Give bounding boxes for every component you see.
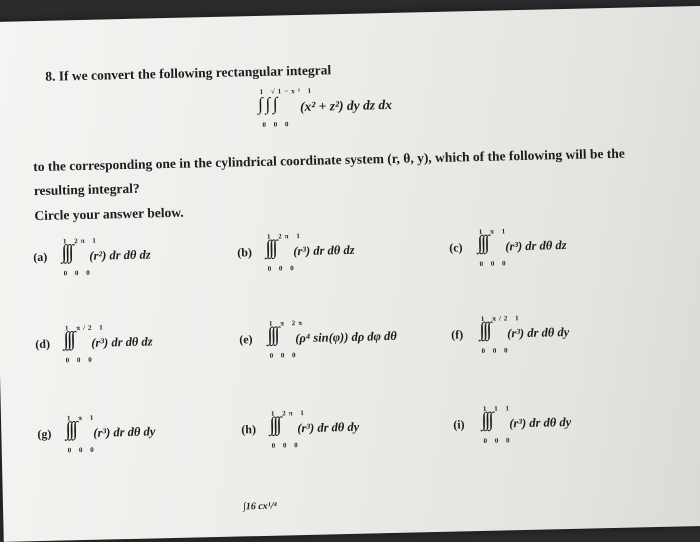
- instruction-text: Circle your answer below.: [34, 204, 184, 224]
- option-integral-signs: ∫∫∫: [478, 318, 490, 342]
- option-upper-limits: 1 π/2 1: [64, 323, 106, 333]
- option-label: (f): [451, 327, 464, 342]
- given-integral-integrand: (x² + z²) dy dz dx: [299, 96, 393, 115]
- option-upper-limits: 1 π 1: [478, 227, 509, 237]
- option-integral-signs: ∫∫∫: [65, 418, 76, 441]
- option-label: (g): [37, 426, 52, 442]
- given-integral-upper-limits: 1 √1−x² 1: [259, 86, 315, 96]
- option-label: (i): [453, 417, 465, 432]
- option-label: (c): [449, 240, 463, 255]
- option-label: (b): [237, 245, 253, 260]
- option-integral-signs: ∫∫∫: [480, 408, 492, 432]
- option-integrand: (r³) dr dθ dy: [507, 324, 570, 341]
- option-lower-limits: 0 0 0: [63, 268, 93, 278]
- option-label: (e): [239, 332, 253, 347]
- option-upper-limits: 1 1 1: [482, 404, 512, 413]
- option-upper-limits: 1 2π 1: [270, 408, 307, 418]
- footer-fragment: ∫16 cx¹/⁴: [242, 500, 278, 513]
- given-integral-lower-limits: 0 0 0: [262, 120, 292, 129]
- option-label: (h): [241, 422, 257, 437]
- option-integral-signs: ∫∫∫: [62, 328, 74, 351]
- question-body-line1: to the corresponding one in the cylindrical coordinate system (r, θ, y), which of the following will be the: [33, 145, 625, 175]
- option-integrand: (ρ⁴ sin(φ)) dρ dφ dθ: [295, 328, 397, 346]
- option-lower-limits: 0 0 0: [65, 355, 95, 365]
- option-integrand: (r³) dr dθ dz: [505, 238, 567, 254]
- question-header: [45, 62, 331, 84]
- option-integral-signs: ∫∫∫: [60, 241, 72, 264]
- option-lower-limits: 0 0 0: [481, 346, 511, 355]
- option-integrand: (r³) dr dθ dy: [509, 414, 572, 431]
- option-upper-limits: 1 2π 1: [266, 232, 303, 241]
- option-lower-limits: 0 0 0: [267, 264, 297, 273]
- option-integrand: (r³) dr dθ dy: [297, 419, 360, 436]
- option-lower-limits: 0 0 0: [271, 441, 301, 450]
- question-number: 8.: [45, 68, 56, 84]
- option-integral-signs: ∫∫∫: [266, 323, 278, 346]
- option-integrand: (r³) dr dθ dy: [93, 424, 156, 440]
- option-upper-limits: 1 π/2 1: [480, 314, 522, 323]
- option-lower-limits: 0 0 0: [67, 445, 97, 455]
- option-integrand: (r³) dr dθ dz: [293, 242, 355, 259]
- option-integrand: (r³) dr dθ dz: [91, 334, 153, 350]
- option-upper-limits: 1 2π 1: [62, 236, 99, 246]
- question-body-line2: resulting integral?: [33, 180, 140, 199]
- option-integral-signs: ∫∫∫: [268, 413, 280, 436]
- option-upper-limits: 1 π 1: [66, 413, 97, 423]
- option-lower-limits: 0 0 0: [269, 351, 299, 360]
- option-integrand: (r²) dr dθ dz: [89, 247, 151, 263]
- worksheet-page: [0, 6, 700, 542]
- option-integral-signs: ∫∫∫: [264, 236, 276, 259]
- option-label: (d): [35, 336, 51, 352]
- option-integral-signs: ∫∫∫: [476, 231, 488, 255]
- option-label: (a): [33, 249, 48, 265]
- option-lower-limits: 0 0 0: [483, 436, 513, 445]
- question-prompt: If we convert the following rectangular integral: [58, 62, 332, 84]
- option-lower-limits: 0 0 0: [479, 259, 509, 268]
- option-upper-limits: 1 π 2π: [268, 318, 306, 328]
- given-integral-signs: ∫ ∫ ∫: [257, 93, 277, 114]
